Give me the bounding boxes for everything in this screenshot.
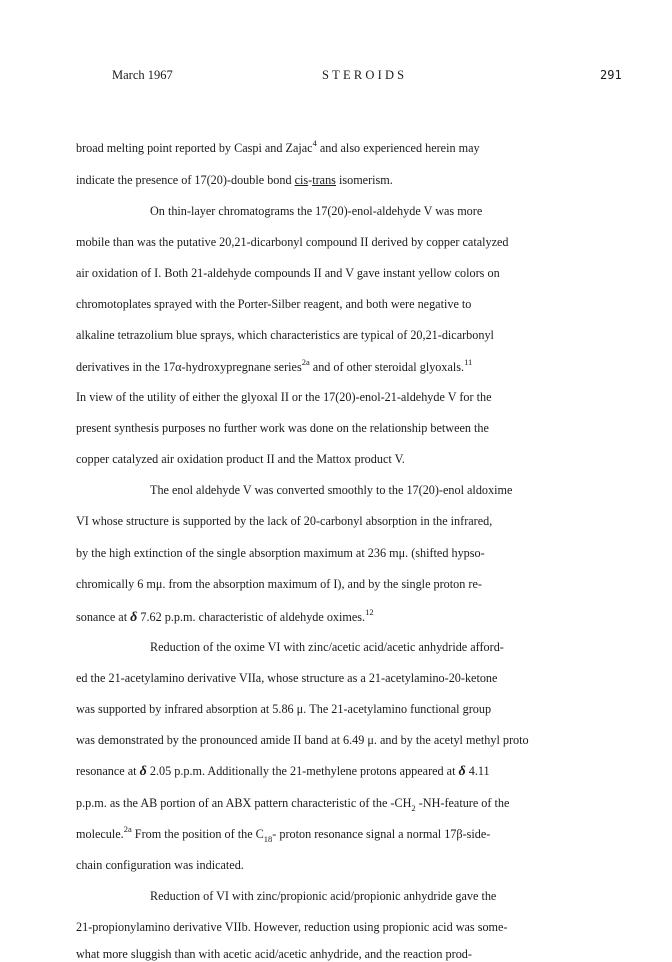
text-line: mobile than was the putative 20,21-dicarbonyl compound II derived by copper catalyzed (76, 235, 509, 249)
text-line: The enol aldehyde V was converted smoothly to the 17(20)-enol aldoxime (150, 483, 513, 497)
text-line: sonance at δ 7.62 p.p.m. characteristic of aldehyde oximes.$^{12}$ (76, 607, 374, 625)
text-line: molecule.$^{2a}$ From the position of the $C_{18}-$ proton resonance signal a normal 17β-side- (76, 824, 491, 844)
text-line: was supported by infrared absorption at 5.86 μ. The 21-acetylamino functional group (76, 702, 492, 716)
header-date: March 1967 (112, 68, 173, 82)
text-line: derivatives in the 17α-hydroxypregnane series$^{2a}$ and of other steroidal glyoxals.$^{11}$ (76, 357, 473, 374)
text-line: was demonstrated by the pronounced amide II band at 6.49 μ. and by the acetyl methyl proto (76, 733, 529, 747)
text-line: p.p.m. as the AB portion of an ABX pattern characteristic of the $-CH_2$ -NH-feature of the (76, 796, 510, 813)
text-line: chromotoplates sprayed with the Porter-Silber reagent, and both were negative to (76, 297, 472, 311)
text-line: alkaline tetrazolium blue sprays, which characteristics are typical of 20,21-dicarbonyl (76, 328, 494, 342)
text-line: chromically 6 mμ. from the absorption maximum of I), and by the single proton re- (76, 577, 482, 591)
text-line: VI whose structure is supported by the lack of 20-carbonyl absorption in the infrared, (76, 514, 493, 528)
text-line: by the high extinction of the single absorption maximum at 236 mμ. (shifted hypso- (76, 546, 485, 560)
text-line: chain configuration was indicated. (76, 858, 244, 872)
text-line: air oxidation of I. Both 21-aldehyde compounds II and V gave instant yellow colors on (76, 266, 500, 280)
text-line: ed the 21-acetylamino derivative VIIa, whose structure as a 21-acetylamino-20-ketone (76, 671, 498, 685)
text-line: broad melting point reported by Caspi and Zajac$^4$ and also experienced herein may (76, 138, 480, 155)
text-line: resonance at δ 2.05 p.p.m. Additionally the 21-methylene protons appeared at δ 4.11 (76, 764, 490, 779)
text-line: 21-propionylamino derivative VIIb. However, reduction using propionic acid was some- (76, 920, 508, 934)
text-line: what more sluggish than with acetic acid/acetic anhydride, and the reaction prod- (76, 947, 472, 961)
text-line: present synthesis purposes no further work was done on the relationship between the (76, 421, 489, 435)
text-line: Reduction of VI with zinc/propionic acid/propionic anhydride gave the (150, 889, 497, 903)
text-line: In view of the utility of either the glyoxal II or the 17(20)-enol-21-aldehyde V for the (76, 390, 492, 404)
text-line: On thin-layer chromatograms the 17(20)-enol-aldehyde V was more (150, 204, 483, 218)
header-page-number: 291 (600, 68, 622, 82)
text-line: Reduction of the oxime VI with zinc/acetic acid/acetic anhydride afford- (150, 640, 504, 654)
header-journal-title: STEROIDS (322, 68, 408, 82)
text-line: copper catalyzed air oxidation product II and the Mattox product V. (76, 452, 405, 466)
text-line: indicate the presence of 17(20)-double bond cis-trans isomerism. (76, 173, 393, 187)
